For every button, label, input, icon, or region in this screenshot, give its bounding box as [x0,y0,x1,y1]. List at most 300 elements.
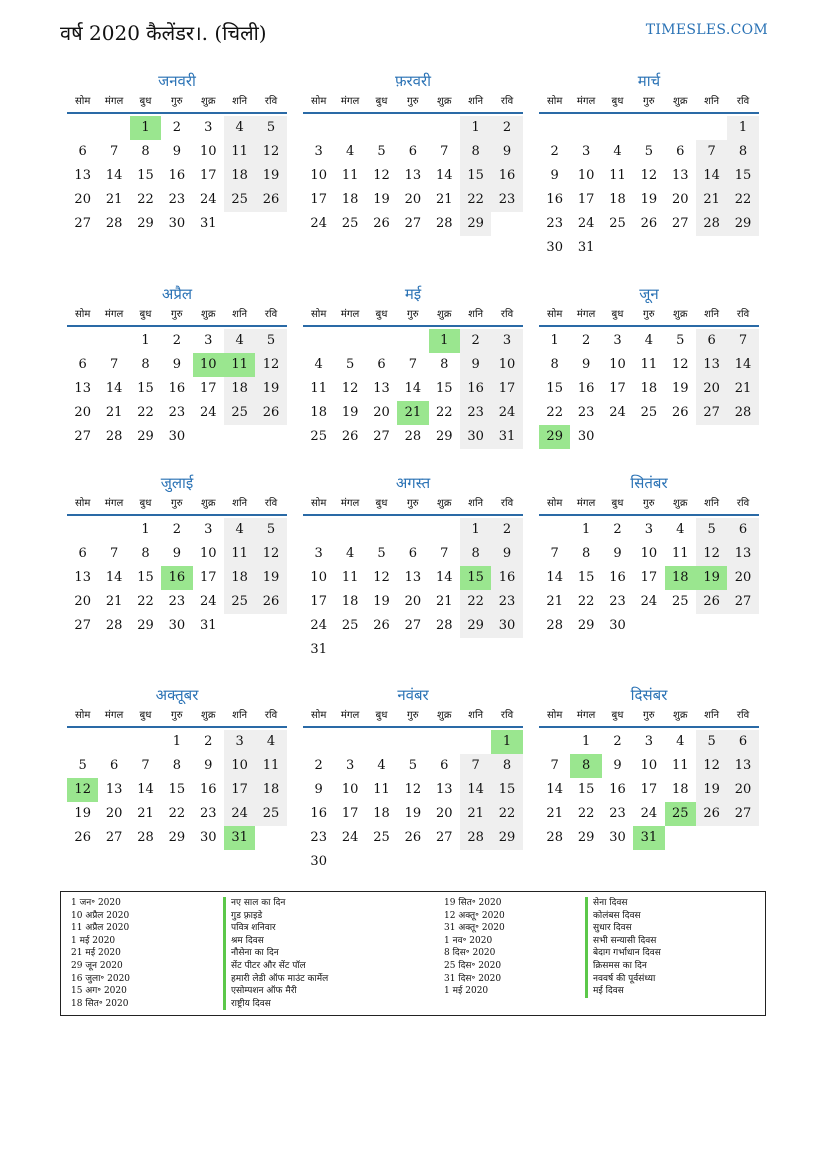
day-cell: 6 [408,546,417,561]
weekday-label: मंगल [576,498,596,509]
day-cell: 25 [224,188,255,212]
weekday-label: रवि [500,309,514,320]
day-cell: 27 [404,216,422,231]
day-cell: 9 [491,542,522,566]
day-cell: 20 [696,377,727,401]
day-cell: 30 [168,618,186,633]
day-cell: 2 [172,333,181,348]
weekday-header [67,706,287,728]
legend-dates-col-1 [71,897,130,1010]
day-cell: 26 [404,830,422,845]
day-cell: 2 [314,758,323,773]
empty-cell [334,518,365,542]
day-cell: 15 [577,570,595,585]
empty-cell [539,518,570,542]
day-cell: 16 [491,164,522,188]
day-cell: 23 [168,192,186,207]
day-cell: 5 [676,333,685,348]
empty-cell [397,116,428,140]
holiday-day-cell: 29 [539,425,570,449]
day-cell: 19 [255,566,286,590]
empty-cell [602,116,633,140]
month-calendar [539,283,759,449]
holiday-day-cell: 12 [67,778,98,802]
weekday-label: मंगल [340,96,360,107]
day-cell: 4 [314,357,323,372]
day-cell: 12 [373,168,390,183]
day-cell: 29 [491,826,522,850]
weekday-label: मंगल [576,710,596,721]
day-cell: 16 [577,381,595,396]
month-calendar [67,472,287,638]
day-cell: 12 [255,140,286,164]
month-calendar [67,684,287,850]
day-cell: 1 [141,522,150,537]
day-grid [67,329,287,449]
day-cell: 8 [581,546,591,561]
weekday-label: गुरु [407,96,419,107]
day-cell: 18 [341,594,359,609]
day-cell: 23 [460,401,491,425]
weekday-label: गुरु [407,309,419,320]
day-cell: 18 [255,778,286,802]
day-cell: 19 [696,778,727,802]
legend-names-col-1 [223,897,328,1010]
day-cell: 12 [404,782,422,797]
day-cell: 31 [491,425,522,449]
day-cell: 17 [491,377,522,401]
day-cell: 30 [199,830,217,845]
day-cell: 28 [546,830,563,845]
day-cell: 7 [550,758,559,773]
legend-holiday-name: सभी सन्यासी दिवस [585,935,661,948]
holiday-day-cell: 25 [665,802,696,826]
weekday-header [539,92,759,114]
empty-cell [98,116,129,140]
day-cell: 6 [727,730,758,754]
day-cell: 6 [109,758,119,773]
day-cell: 26 [640,216,658,231]
weekday-label: मंगल [104,309,124,320]
weekday-label: बुध [611,309,624,320]
day-cell: 6 [696,329,727,353]
site-link[interactable]: TIMESLES.COM [645,22,768,38]
day-cell: 16 [609,570,626,585]
holiday-day-cell: 31 [633,826,664,850]
weekday-label: रवि [736,309,750,320]
day-grid [539,329,759,449]
day-cell: 8 [460,140,491,164]
day-cell: 14 [105,381,123,396]
day-cell: 16 [168,381,186,396]
month-calendar [67,70,287,236]
day-cell: 14 [435,168,453,183]
day-cell: 27 [105,830,123,845]
day-cell: 30 [546,240,563,255]
empty-cell [98,518,129,542]
month-calendar [303,283,523,449]
day-cell: 24 [224,802,255,826]
month-calendar [303,472,523,662]
legend-holiday-name: नौसेना का दिन [223,947,328,960]
day-cell: 4 [377,758,386,773]
legend-date: 18 सित॰ 2020 [71,998,129,1009]
day-cell: 7 [141,758,150,773]
day-cell: 27 [671,216,689,231]
day-cell: 30 [577,429,595,444]
legend-date: 31 अक्तू॰ 2020 [444,923,505,934]
weekday-label: शनि [704,96,720,107]
day-cell: 23 [609,806,626,821]
day-cell: 19 [404,806,422,821]
day-cell: 20 [74,192,91,207]
day-cell: 15 [168,782,186,797]
weekday-label: सोम [547,710,563,721]
day-cell: 3 [224,730,255,754]
empty-cell [130,730,161,754]
day-cell: 13 [727,754,758,778]
weekday-label: गुरु [171,309,183,320]
day-cell: 3 [644,734,653,749]
day-cell: 29 [577,830,595,845]
weekday-label: बुध [139,710,152,721]
legend-holiday-name: सुधार दिवस [585,922,661,935]
day-cell: 11 [310,381,327,396]
day-grid [539,730,759,850]
day-cell: 12 [255,353,286,377]
day-cell: 24 [199,594,217,609]
legend-date: 12 अक्तू॰ 2020 [444,910,505,921]
month-calendar [303,684,523,874]
holiday-day-cell: 1 [429,329,460,353]
empty-cell [303,730,334,754]
day-cell: 16 [168,168,186,183]
weekday-label: शनि [232,96,248,107]
day-cell: 10 [609,357,626,372]
day-cell: 4 [644,333,653,348]
day-cell: 1 [550,333,559,348]
month-name: फ़रवरी [394,72,432,90]
day-cell: 27 [74,216,91,231]
day-cell: 14 [435,570,453,585]
weekday-label: शुक्र [201,498,216,509]
day-cell: 20 [727,566,758,590]
day-cell: 9 [314,782,323,797]
legend-date: 1 मई 2020 [444,986,489,997]
day-cell: 21 [460,802,491,826]
day-cell: 18 [310,405,327,420]
day-cell: 8 [141,546,150,561]
day-cell: 3 [491,329,522,353]
day-cell: 3 [204,333,213,348]
day-cell: 2 [460,329,491,353]
empty-cell [334,116,365,140]
day-cell: 17 [640,570,658,585]
day-cell: 13 [74,570,91,585]
day-cell: 1 [581,522,591,537]
day-cell: 8 [460,542,491,566]
day-cell: 6 [440,758,449,773]
day-cell: 13 [696,353,727,377]
day-cell: 16 [546,192,563,207]
day-cell: 6 [676,144,685,159]
day-cell: 15 [137,168,154,183]
day-cell: 21 [105,594,123,609]
day-cell: 24 [199,405,217,420]
day-cell: 20 [373,405,390,420]
day-cell: 3 [204,522,213,537]
day-cell: 26 [696,590,727,614]
day-grid [67,518,287,638]
day-cell: 17 [609,381,626,396]
day-cell: 17 [199,381,217,396]
day-cell: 13 [373,381,390,396]
day-cell: 9 [613,546,622,561]
weekday-label: बुध [375,309,388,320]
weekday-label: रवि [500,710,514,721]
day-cell: 22 [137,192,154,207]
weekday-label: शनि [468,96,484,107]
holiday-day-cell: 15 [460,566,491,590]
legend-date: 21 मई 2020 [71,948,121,959]
weekday-label: शनि [232,498,248,509]
day-cell: 9 [550,168,559,183]
day-cell: 7 [440,144,449,159]
day-cell: 11 [671,546,689,561]
weekday-label: शुक्र [673,498,688,509]
day-cell: 21 [105,405,123,420]
holiday-day-cell: 19 [696,566,727,590]
day-cell: 22 [137,594,154,609]
legend-date: 19 सित॰ 2020 [444,898,502,908]
day-cell: 28 [105,216,123,231]
day-cell: 9 [204,758,213,773]
weekday-label: सोम [75,309,91,320]
day-cell: 29 [137,216,154,231]
day-cell: 5 [255,518,286,542]
day-cell: 3 [345,758,355,773]
weekday-header [67,92,287,114]
day-cell: 19 [640,192,658,207]
legend-date: 29 जून 2020 [71,960,123,971]
empty-cell [366,116,397,140]
day-cell: 1 [727,116,758,140]
weekday-label: सोम [311,96,327,107]
weekday-label: गुरु [171,96,183,107]
day-cell: 2 [172,522,181,537]
day-cell: 23 [310,830,327,845]
day-cell: 25 [341,216,359,231]
day-cell: 5 [255,329,286,353]
day-cell: 7 [408,357,417,372]
day-cell: 9 [491,140,522,164]
legend-date: 1 जन॰ 2020 [71,898,121,908]
day-cell: 10 [341,782,359,797]
day-cell: 22 [577,594,595,609]
day-cell: 11 [609,168,626,183]
day-cell: 28 [435,216,453,231]
day-cell: 30 [168,429,186,444]
day-cell: 2 [581,333,591,348]
day-cell: 5 [408,758,417,773]
empty-cell [429,730,460,754]
day-cell: 6 [78,144,87,159]
month-name: सितंबर [630,474,668,492]
weekday-label: मंगल [340,498,360,509]
day-cell: 17 [341,806,359,821]
month-calendar [67,283,287,449]
weekday-label: बुध [139,96,152,107]
day-cell: 13 [105,782,123,797]
day-cell: 14 [727,353,758,377]
day-cell: 5 [377,144,386,159]
day-cell: 17 [224,778,255,802]
day-cell: 15 [435,381,453,396]
legend-date: 10 अप्रैल 2020 [71,910,130,921]
weekday-label: बुध [611,498,624,509]
legend-holiday-name: कोलंबस दिवस [585,910,661,923]
empty-cell [696,116,727,140]
day-cell: 4 [255,730,286,754]
day-cell: 12 [255,542,286,566]
day-cell: 19 [373,594,390,609]
day-grid [539,116,759,260]
day-cell: 9 [172,144,181,159]
day-cell: 18 [640,381,658,396]
legend-holiday-name: हमारी लेडी ऑफ माउंट कार्मेल [223,973,328,986]
day-cell: 10 [577,168,595,183]
day-grid [303,116,523,236]
weekday-label: शनि [232,309,248,320]
month-name: अप्रैल [161,285,193,303]
day-cell: 4 [224,116,255,140]
day-cell: 6 [78,357,87,372]
day-cell: 1 [460,116,491,140]
weekday-label: शनि [704,710,720,721]
day-cell: 9 [460,353,491,377]
weekday-label: शुक्र [437,498,452,509]
weekday-label: शनि [468,309,484,320]
day-cell: 12 [341,381,359,396]
day-cell: 7 [727,329,758,353]
weekday-label: सोम [75,710,91,721]
weekday-header [539,305,759,327]
legend-holiday-name: राष्ट्रीय दिवस [223,998,328,1011]
weekday-header [303,92,523,114]
legend-holiday-name: एसोम्पशन ऑफ मैरी [223,985,328,998]
month-calendar [539,70,759,260]
empty-cell [67,116,98,140]
holiday-day-cell: 1 [491,730,522,754]
day-cell: 24 [310,216,327,231]
day-cell: 23 [491,590,522,614]
holiday-legend [60,891,766,1016]
weekday-label: मंगल [576,96,596,107]
day-cell: 26 [696,802,727,826]
day-cell: 14 [105,570,123,585]
weekday-label: सोम [547,96,563,107]
day-cell: 22 [546,405,563,420]
day-cell: 13 [404,570,422,585]
weekday-label: गुरु [643,96,655,107]
weekday-label: गुरु [643,309,655,320]
day-cell: 11 [224,542,255,566]
holiday-day-cell: 16 [161,566,192,590]
day-cell: 15 [491,778,522,802]
day-cell: 7 [696,140,727,164]
day-cell: 16 [310,806,327,821]
day-cell: 10 [310,168,327,183]
month-name: नवंबर [397,686,429,704]
day-cell: 28 [105,429,123,444]
day-cell: 22 [137,405,154,420]
day-cell: 28 [404,429,422,444]
day-cell: 25 [640,405,658,420]
legend-date: 1 मई 2020 [71,935,116,946]
day-cell: 20 [404,192,422,207]
day-cell: 14 [696,164,727,188]
day-cell: 12 [696,754,727,778]
day-cell: 24 [491,401,522,425]
day-cell: 19 [671,381,689,396]
day-cell: 25 [224,590,255,614]
weekday-label: शुक्र [673,710,688,721]
day-cell: 10 [224,754,255,778]
day-cell: 29 [577,618,595,633]
weekday-label: रवि [500,498,514,509]
legend-date: 31 दिस॰ 2020 [444,973,502,984]
empty-cell [460,730,491,754]
legend-holiday-name: गुड फ़्राइडे [223,910,328,923]
day-cell: 19 [255,377,286,401]
day-cell: 28 [105,618,123,633]
day-cell: 23 [199,806,217,821]
weekday-label: मंगल [340,710,360,721]
day-cell: 29 [137,429,154,444]
month-name: जून [639,285,659,303]
weekday-label: रवि [264,96,278,107]
day-cell: 21 [546,806,563,821]
day-cell: 23 [577,405,595,420]
holiday-day-cell: 1 [130,116,161,140]
day-cell: 10 [199,144,217,159]
day-cell: 20 [74,594,91,609]
day-cell: 11 [341,168,359,183]
holiday-day-cell: 18 [665,566,696,590]
day-cell: 14 [404,381,422,396]
day-cell: 2 [491,116,522,140]
month-name: अक्तूबर [155,686,199,704]
day-cell: 18 [224,566,255,590]
day-cell: 13 [74,168,91,183]
day-cell: 2 [613,522,622,537]
day-cell: 3 [314,546,323,561]
day-cell: 13 [435,782,453,797]
weekday-label: बुध [375,96,388,107]
day-grid [303,518,523,662]
day-cell: 11 [640,357,658,372]
weekday-label: सोम [547,498,563,509]
weekday-label: मंगल [104,710,124,721]
day-grid [67,730,287,850]
day-cell: 13 [727,542,758,566]
legend-date: 15 अग॰ 2020 [71,986,127,997]
day-cell: 12 [696,542,727,566]
day-cell: 18 [373,806,390,821]
legend-names-col-2 [585,897,661,998]
weekday-label: बुध [375,710,388,721]
weekday-label: गुरु [643,498,655,509]
